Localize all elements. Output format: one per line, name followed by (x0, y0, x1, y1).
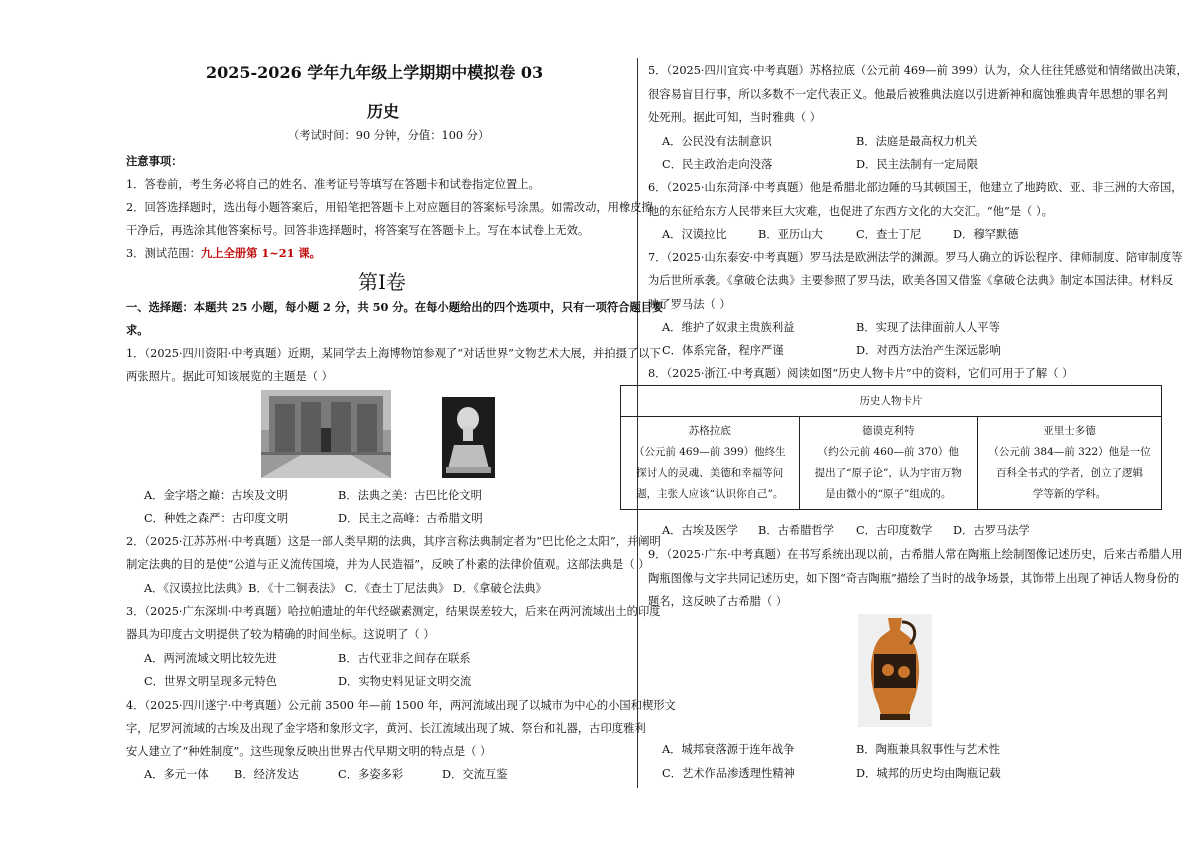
q3-option-a[interactable]: A．两河流域文明比较先进 (144, 652, 277, 665)
card-socrates (621, 417, 800, 510)
subject-title: 历史 (367, 102, 400, 121)
q5-stem-line1: 5．（2025·四川宜宾·中考真题）苏格拉底（公元前 469—前 399）认为，众人往往凭感觉和情绪做出决策， (648, 64, 1188, 77)
test-range: 九上全册第 1~21 课。 (200, 246, 321, 260)
q8-option-a[interactable]: A．古埃及医学 (662, 524, 738, 537)
q7-option-a[interactable]: A．维护了奴隶主贵族利益 (662, 321, 795, 334)
q1-option-c[interactable]: C．种姓之森严：古印度文明 (144, 512, 289, 525)
q6-option-b[interactable]: B．亚历山大 (758, 228, 823, 241)
aristotle-line1: （公元前 384—前 322）他是一位 (988, 446, 1151, 458)
q1-option-a[interactable]: A．金字塔之巅：古埃及文明 (144, 489, 288, 502)
q8-option-b[interactable]: B．古希腊哲学 (758, 524, 835, 537)
sphinx-photo-icon (442, 397, 495, 478)
q3-stem-line1: 3．（2025·广东深圳·中考真题）哈拉帕遗址的年代经碳素测定，结果误差较大，后来在两河流域出土的印度 (126, 605, 661, 618)
q3-stem-line2: 器具为印度古文明提供了较为精确的时间坐标。这说明了（ ） (126, 628, 435, 641)
q7-option-c[interactable]: C．体系完备，程序严谨 (662, 344, 784, 357)
q4-option-a[interactable]: A．多元一体 (144, 768, 209, 781)
aristotle-line2: 百科全书式的学者，创立了逻辑 (996, 467, 1144, 479)
q4-option-c[interactable]: C．多姿多彩 (338, 768, 404, 781)
q6-option-d[interactable]: D．穆罕默德 (953, 228, 1019, 241)
q8-option-d[interactable]: D．古罗马法学 (953, 524, 1030, 537)
democritus-line3: 是由微小的“原子”组成的。 (825, 488, 952, 500)
notice-heading: 注意事项： (126, 154, 183, 168)
section-line1: 一、选择题：本题共 25 小题，每小题 2 分，共 50 分。在每小题给出的四个选项中，只有一项符合题目要 (126, 300, 664, 314)
notice-item-3 (126, 245, 321, 261)
temple-photo-icon (261, 390, 391, 478)
q9-option-b[interactable]: B．陶瓶兼具叙事性与艺术性 (856, 743, 1000, 756)
socrates-line3: 题，主张人应该“认识你自己”。 (636, 488, 784, 500)
q6-stem-line1: 6．（2025·山东菏泽·中考真题）他是希腊北部边陲的马其顿国王，他建立了地跨欧、亚、非三洲的大帝国， (648, 181, 1183, 194)
notice-item-2-line1: 2．回答选择题时，选出每小题答案后，用铅笔把答题卡上对应题目的答案标号涂黑。如需改动，用橡皮擦 (126, 201, 653, 214)
q1-stem-line1: 1．（2025·四川资阳·中考真题）近期，某同学去上海博物馆参观了“对话世界”文物艺术大展，并拍摄了以下 (126, 347, 661, 360)
q7-stem-line3: 映了罗马法（ ） (648, 298, 731, 311)
q1-stem-line2: 两张照片。据此可知该展览的主题是（ ） (126, 370, 333, 383)
exam-title: 2025-2026 学年九年级上学期期中模拟卷 03 (206, 63, 544, 82)
democritus-line2: 提出了“原子论”，认为宇宙万物 (814, 467, 962, 479)
notice-item-1: 1．答卷前，考生务必将自己的姓名、准考证号等填写在答题卡和试卷指定位置上。 (126, 178, 540, 191)
q5-option-d[interactable]: D．民主法制有一定局限 (856, 158, 979, 171)
q6-option-a[interactable]: A．汉谟拉比 (662, 228, 727, 241)
card-democritus (799, 417, 978, 510)
notice-item-2-line2: 干净后，再选涂其他答案标号。回答非选择题时，将答案写在答题卡上。写在本试卷上无效。 (126, 224, 590, 237)
card-title: 历史人物卡片 (621, 386, 1162, 417)
socrates-name: 苏格拉底 (688, 425, 731, 437)
q5-stem-line3: 处死刑。据此可知，当时雅典（ ） (648, 111, 822, 124)
q9-stem-line1: 9．（2025·广东·中考真题）在书写系统出现以前，古希腊人常在陶瓶上绘制图像记述历史，后来古希腊人用 (648, 548, 1183, 561)
q9-stem-line3: 题名，这反映了古希腊（ ） (648, 595, 788, 608)
aristotle-name: 亚里士多德 (1043, 425, 1096, 437)
q7-stem-line2: 为后世所承袭。《拿破仑法典》主要参照了罗马法，欧美各国又借鉴《拿破仑法典》制定本国法律。材料反 (648, 274, 1174, 287)
q3-option-d[interactable]: D．实物史料见证文明交流 (338, 675, 472, 688)
q7-option-d[interactable]: D．对西方法治产生深远影响 (856, 344, 1001, 357)
democritus-line1: （约公元前 460—前 370）他 (817, 446, 959, 458)
democritus-name: 德谟克利特 (862, 425, 915, 437)
q2-stem-line1: 2．（2025·江苏苏州·中考真题）这是一部人类早期的法典，其序言称法典制定者为“巴比伦之太阳”，并阐明 (126, 535, 661, 548)
q2-options[interactable]: A．《汉谟拉比法典》B．《十二铜表法》 C．《查士丁尼法典》 D．《拿破仑法典》 (144, 582, 547, 595)
q4-stem-line3: 安人建立了“种姓制度”。这些现象反映出世界古代早期文明的特点是（ ） (126, 745, 492, 758)
q3-option-c[interactable]: C．世界文明呈现多元特色 (144, 675, 277, 688)
q4-option-d[interactable]: D．交流互鉴 (442, 768, 508, 781)
q6-option-c[interactable]: C．查士丁尼 (856, 228, 922, 241)
exam-info: （考试时间：90 分钟，分值：100 分） (288, 129, 490, 142)
q8-option-c[interactable]: C．古印度数学 (856, 524, 933, 537)
q5-option-a[interactable]: A．公民没有法制意识 (662, 135, 772, 148)
q6-stem-line2: 他的东征给东方人民带来巨大灾难，也促进了东西方文化的大交汇。“他”是（ ）。 (648, 205, 1053, 218)
greek-vase-photo-icon (858, 614, 932, 727)
q9-option-d[interactable]: D．城邦的历史均由陶瓶记载 (856, 767, 1001, 780)
card-aristotle (978, 417, 1162, 510)
q9-option-a[interactable]: A．城邦衰落源于连年战争 (662, 743, 795, 756)
q1-option-b[interactable]: B．法典之美：古巴比伦文明 (338, 489, 482, 502)
q5-stem-line2: 很容易盲目行事，所以多数不一定代表正义。他最后被雅典法庭以引进新神和腐蚀雅典青年思想的罪名判 (648, 88, 1168, 101)
socrates-line2: 探讨人的灵魂、美德和幸福等问 (636, 467, 784, 479)
section-line2: 求。 (126, 323, 149, 337)
part-title: 第Ⅰ卷 (358, 270, 406, 294)
q7-stem-line1: 7．（2025·山东泰安·中考真题）罗马法是欧洲法学的渊源。罗马人确立的诉讼程序、律师制度、陪审制度等 (648, 251, 1183, 264)
q3-option-b[interactable]: B．古代亚非之间存在联系 (338, 652, 471, 665)
q7-option-b[interactable]: B．实现了法律面前人人平等 (856, 321, 1000, 334)
q5-option-c[interactable]: C．民主政治走向没落 (662, 158, 773, 171)
notice-item-3-prefix: 3．测试范围： (126, 247, 201, 260)
aristotle-line3: 学等新的学科。 (1032, 488, 1107, 500)
socrates-line1: （公元前 469—前 399）他终生 (633, 446, 786, 458)
q9-stem-line2: 陶瓶图像与文字共同记述历史，如下图“奇吉陶瓶”描绘了当时的战争场景，其饰带上出现了神话人物身份的 (648, 572, 1180, 585)
history-figure-card (620, 385, 1162, 510)
q4-stem-line1: 4．（2025·四川遂宁·中考真题）公元前 3500 年—前 1500 年，两河流域出现了以城市为中心的小国和楔形文 (126, 699, 676, 712)
q5-option-b[interactable]: B．法庭是最高权力机关 (856, 135, 978, 148)
q2-stem-line2: 制定法典的目的是使“公道与正义流传国境，并为人民造福”，反映了朴素的法律价值观。这部法典是（ ） (126, 558, 650, 571)
q4-stem-line2: 字，尼罗河流域的古埃及出现了金字塔和象形文字，黄河、长江流域出现了城、祭台和礼器，古印度雅利 (126, 722, 646, 735)
q8-stem-line1: 8．（2025·浙江·中考真题）阅读如图“历史人物卡片”中的资料，它们可用于了解（ ） (648, 367, 1074, 380)
q9-option-c[interactable]: C．艺术作品渗透理性精神 (662, 767, 795, 780)
q1-option-d[interactable]: D．民主之高峰：古希腊文明 (338, 512, 483, 525)
q4-option-b[interactable]: B．经济发达 (234, 768, 299, 781)
